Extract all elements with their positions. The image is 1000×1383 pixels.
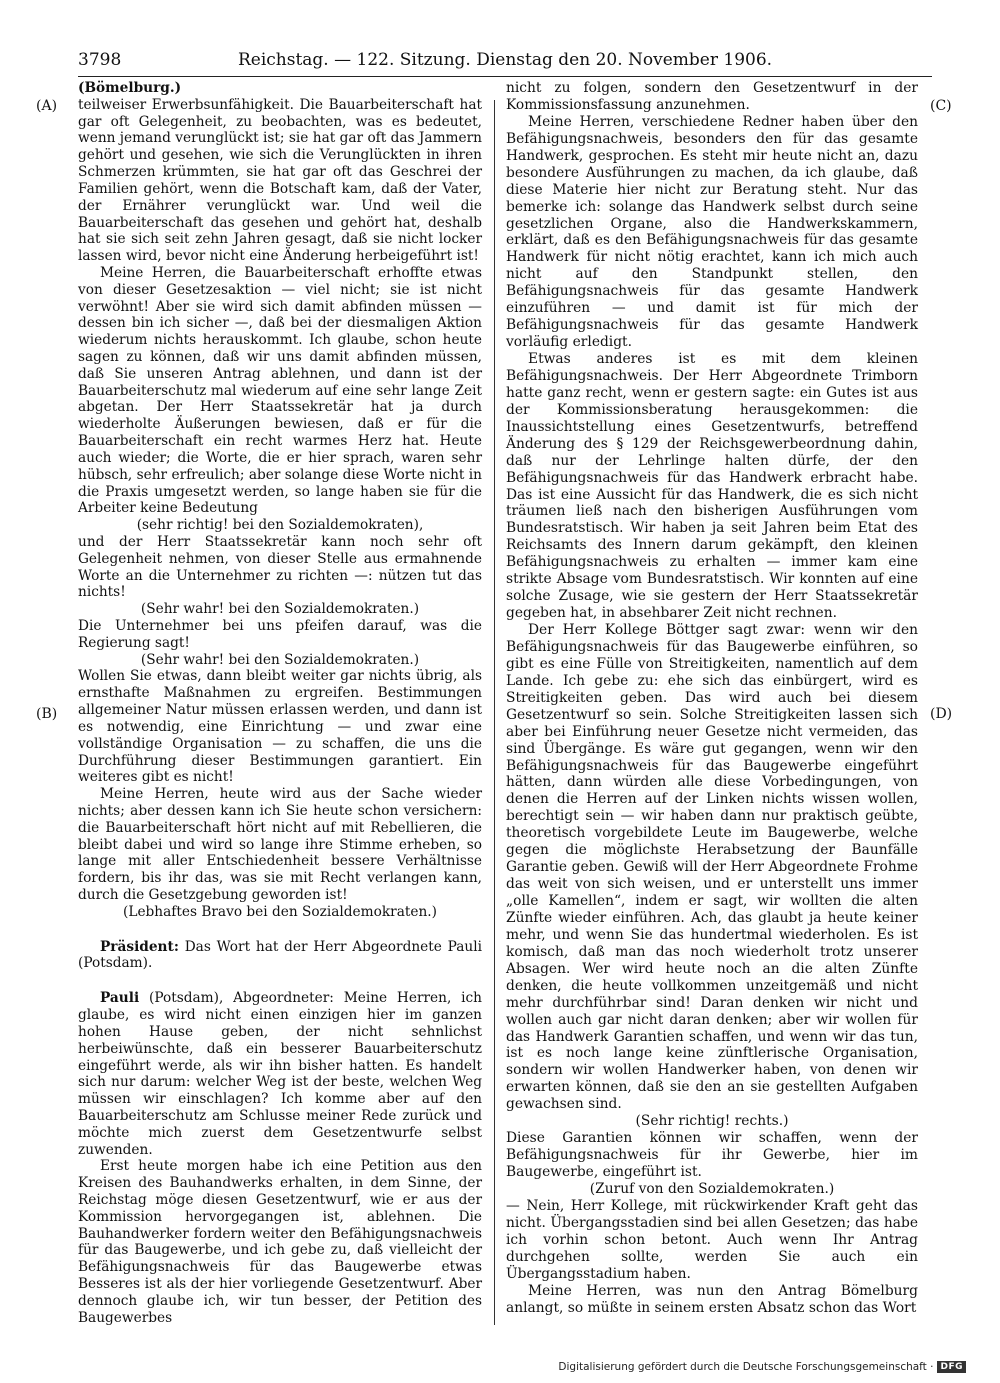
paragraph: Die Unternehmer bei uns pfeifen darauf, was die Regierung sagt!	[78, 618, 482, 651]
interjection: (sehr richtig! bei den Sozialdemokraten),	[136, 517, 424, 534]
left-column	[78, 80, 482, 1327]
paragraph: Meine Herren, verschiedene Redner haben über den Befähigungsnachweis, besonders den für das gesamte Handwerk, gesprochen. Es steht mir heute nicht an, dazu besondere Ausführungen zu machen, da ich glaube, daß diese Materie hier nicht zur Beratung steht. Nur das bemerke ich: solange das Handwerk selbst durch seine gesetzlichen Organe, also die Handwerkskammern, erklärt, daß es den Befähigungsnachweis für das gesamte Handwerk für nicht nötig erachtet, kann ich mich auch nicht auf den Standpunkt stellen, den Befähigungsnachweis für das gesamte Handwerk einzuführen — und damit ist für mich der Befähigungsnachweis für das gesamte Handwerk vorläufig erledigt.	[506, 113, 918, 351]
interjection: (Lebhaftes Bravo bei den Sozialdemokraten.)	[123, 903, 437, 920]
running-title: Reichstag. — 122. Sitzung. Dienstag den 20. November 1906.	[237, 50, 773, 70]
speaker-heading: (Bömelburg.)	[78, 80, 182, 96]
paragraph: Der Herr Kollege Böttger sagt zwar: wenn wir den Befähigungsnachweis für das Baugewerbe einführen, so gibt es eine Fülle von Streitigkeiten, namentlich auf dem Lande. Ich gebe zu: ehe sich das einbürgert, wird es Streitigkeiten geben. Das wird auch bei diesem Gesetzentwurf so sein. Solche Streitigkeiten lassen sich aber bei Einführung neuer Gesetze nicht vermeiden, das sind Übergänge. Es wäre gut gegangen, wenn wir den Befähigungsnachweis für das Baugewerbe eingeführt hätten, dann würden alle diese Vorbedingungen, von denen die Herren auf der Linken nichts wissen wollen, berechtigt sein — wir haben dann nur praktisch geübte, theoretisch vorgebildete Leute im Baugewerbe, welche gegen die möglichste Herabsetzung der Baunfälle Garantie geben. Gewiß will der Herr Abgeordnete Frohme das weit von sich weisen, und er unterstellt uns immer „olle Kamellen“, indem er sagt, wir wollten die alten Zünfte wieder einführen. Ach, das glaubt ja heute keiner mehr, und wenn Sie das hundertmal wiederholen. Es ist komisch, daß man das noch wiederholt trotz unserer Absagen. Wer wird heute noch an die alten Zünfte denken, die heute vollkommen unzeitgemäß und nicht mehr durchführbar sind! Daran denken wir nicht und wollen auch gar nicht daran denken; aber wir wollen für das Handwerk Garantien schaffen, und wenn wir das tun, ist es noch lange keine zünftlerische Organisation, sondern wir wollen Handwerker haben, von denen wir erwarten können, daß sie den an sie gestellten Aufgaben gewachsen sind.	[506, 622, 918, 1113]
president-paragraph: Präsident: Das Wort hat der Herr Abgeordnete Pauli (Potsdam).	[78, 938, 482, 972]
paragraph: — Nein, Herr Kollege, mit rückwirkender Kraft geht das nicht. Übergangsstadien sind bei allen Gesetzen; das habe ich vorhin schon betont. Auch wenn Ihr Antrag durchgehen sollte, werden Sie auch ein Übergangsstadium haben.	[506, 1197, 918, 1282]
margin-marker-a: (A)	[36, 98, 58, 114]
interjection: (Sehr wahr! bei den Sozialdemokraten.)	[140, 601, 420, 618]
digitization-credit	[558, 1361, 966, 1373]
page-number: 3798	[78, 50, 122, 70]
paragraph: teilweiser Erwerbsunfähigkeit. Die Bauarbeiterschaft hat gar oft Gelegenheit, zu beobachten, was es bedeutet, wenn jemand verunglückt ist; sie hat gar oft das Jammern gehört und gesehen, wie sich die Verunglückten in ihren Schmerzen krümmten, sie hat gar oft das Geschrei der Familien gehört, wenn die Botschaft kam, daß der Vater, der Ernährer verunglückt war. Und weil die Bauarbeiterschaft das gesehen und gehört hat, deshalb hat sie sich seit zehn Jahren gesagt, daß sie nicht locker lassen wird, bevor nicht eine Änderung herbeigeführt ist!	[78, 96, 482, 265]
paragraph: nicht zu folgen, sondern den Gesetzentwurf in der Kommissionsfassung anzunehmen.	[506, 80, 918, 113]
paragraph: Meine Herren, was nun den Antrag Bömelburg anlangt, so müßte in seinem ersten Absatz schon das Wort	[506, 1282, 918, 1316]
dfg-logo: DFG	[937, 1361, 966, 1373]
paragraph: Meine Herren, die Bauarbeiterschaft erhoffte etwas von dieser Gesetzesaktion — viel nicht; sie ist nicht verwöhnt! Aber sie wird sich damit abfinden müssen — dessen bin ich sicher —, daß bei der diesmaligen Aktion wiederum nichts herauskommt. Ich glaube, schon heute sagen zu können, daß wir uns damit abfinden müssen, daß Sie unseren Antrag ablehnen, und dann ist der Bauarbeiterschutz mal wiederum auf eine sehr lange Zeit abgetan. Der Herr Staatssekretär hat ja durch wiederholte Äußerungen bewiesen, daß er für die Bauarbeiterschaft ein recht warmes Herz hat. Heute auch wieder; die Worte, die er hier sprach, waren sehr hübsch, sehr erfreulich; aber solange diese Worte nicht in die Praxis umgesetzt werden, so lange haben sie für die Arbeiter keine Bedeutung	[78, 264, 482, 517]
margin-marker-c: (C)	[930, 98, 952, 114]
paragraph: Meine Herren, heute wird aus der Sache wieder nichts; aber dessen kann ich Sie heute schon versichern: die Bauarbeiterschaft hört nicht auf mit Rebellieren, die bleibt dabei und wird so lange ihre Stimme erheben, so lange mit aller Entschiedenheit bessere Verhältnisse fordern, bis ihr das, was sie mit Recht verlangen kann, durch die Gesetzgebung geworden ist!	[78, 786, 482, 903]
column-divider	[494, 100, 495, 1325]
spacer	[78, 972, 482, 990]
paragraph: und der Herr Staatssekretär kann noch sehr oft Gelegenheit nehmen, von dieser Stelle aus ermahnende Worte an die Unternehmer zu richten —: nützen tut das nichts!	[78, 533, 482, 601]
paragraph: Etwas anderes ist es mit dem kleinen Befähigungsnachweis. Der Herr Abgeordnete Trimborn hatte ganz recht, wenn er gestern sagte: ein Gutes ist aus der Kommissionsberatung herausgekommen: die Inaussichtstellung eines Gesetzentwurfs, betreffend Änderung des § 129 der Reichsgewerbeordnung dahin, daß nur der Lehrlinge halten dürfe, der den Befähigungsnachweis für das Handwerk erbracht habe. Das ist eine Aussicht für das Handwerk, die es sich nicht träumen ließ nach den bisherigen Ausführungen vom Bundesratstisch. Wir haben ja seit Jahren beim Etat des Reichsamts des Innern darum gekämpft, den kleinen Befähigungsnachweis zu erhalten — immer kam eine strikte Absage vom Bundesratstisch. Wir konnten auf eine solche Zusage, wie sie gestern der Herr Staatssekretär gegeben hat, in absehbarer Zeit nicht rechnen.	[506, 351, 918, 622]
spacer	[78, 921, 482, 939]
right-column	[506, 80, 918, 1316]
margin-marker-d: (D)	[930, 706, 953, 722]
header-rule	[78, 76, 932, 77]
speaker-label: Präsident:	[100, 938, 179, 955]
paragraph: Wollen Sie etwas, dann bleibt weiter gar nichts übrig, als ernsthafte Maßnahmen zu ergreifen. Bestimmungen allgemeiner Natur müssen erlassen werden, und dann ist es notwendig, eine Einrichtung — und zwar eine vollständige Organisation — zu schaffen, die uns die Durchführung dieser Bestimmungen garantiert. Ein weiteres gibt es nicht!	[78, 668, 482, 786]
interjection: (Zuruf von den Sozialdemokraten.)	[589, 1180, 835, 1197]
page-header	[78, 50, 932, 76]
paragraph: Diese Garantien können wir schaffen, wenn der Befähigungsnachweis für ihr Gewerbe, hier im Baugewerbe, eingeführt ist.	[506, 1130, 918, 1180]
interjection: (Sehr richtig! rechts.)	[635, 1113, 789, 1130]
speaker-label: Pauli	[100, 990, 140, 1007]
interjection: (Sehr wahr! bei den Sozialdemokraten.)	[140, 651, 420, 668]
credit-text: Digitalisierung gefördert durch die Deutsche Forschungsgemeinschaft ·	[558, 1361, 934, 1373]
paragraph: Erst heute morgen habe ich eine Petition aus den Kreisen des Bauhandwerks erhalten, in dem Sinne, der Reichstag möge diesen Gesetzentwurf, wie er aus der Kommission hervorgegangen ist, ablehnen. Die Bauhandwerker fordern weiter den Befähigungsnachweis für das Baugewerbe, und ich gebe zu, daß vielleicht der Befähigungsnachweis für das Baugewerbe etwas Besseres ist als der hier vorliegende Gesetzentwurf. Aber dennoch glaube ich, wir tun besser, der Petition des Baugewerbes	[78, 1158, 482, 1326]
speaker-paragraph: Pauli (Potsdam), Abgeordneter: Meine Herren, ich glaube, es wird nicht einen einzigen hier im ganzen hohen Hause geben, der nicht sehnlichst herbeiwünschte, daß ein besserer Bauarbeiterschutz eingeführt werde, als wir ihn bisher hatten. Es handelt sich nur darum: welcher Weg ist der beste, welchen Weg müssen wir einschlagen? Ich komme aber auf den Bauarbeiterschutz am Schlusse meiner Rede zurück und möchte mich zuerst dem Gesetzentwurfe selbst zuwenden.	[78, 990, 482, 1158]
margin-marker-b: (B)	[36, 706, 58, 722]
